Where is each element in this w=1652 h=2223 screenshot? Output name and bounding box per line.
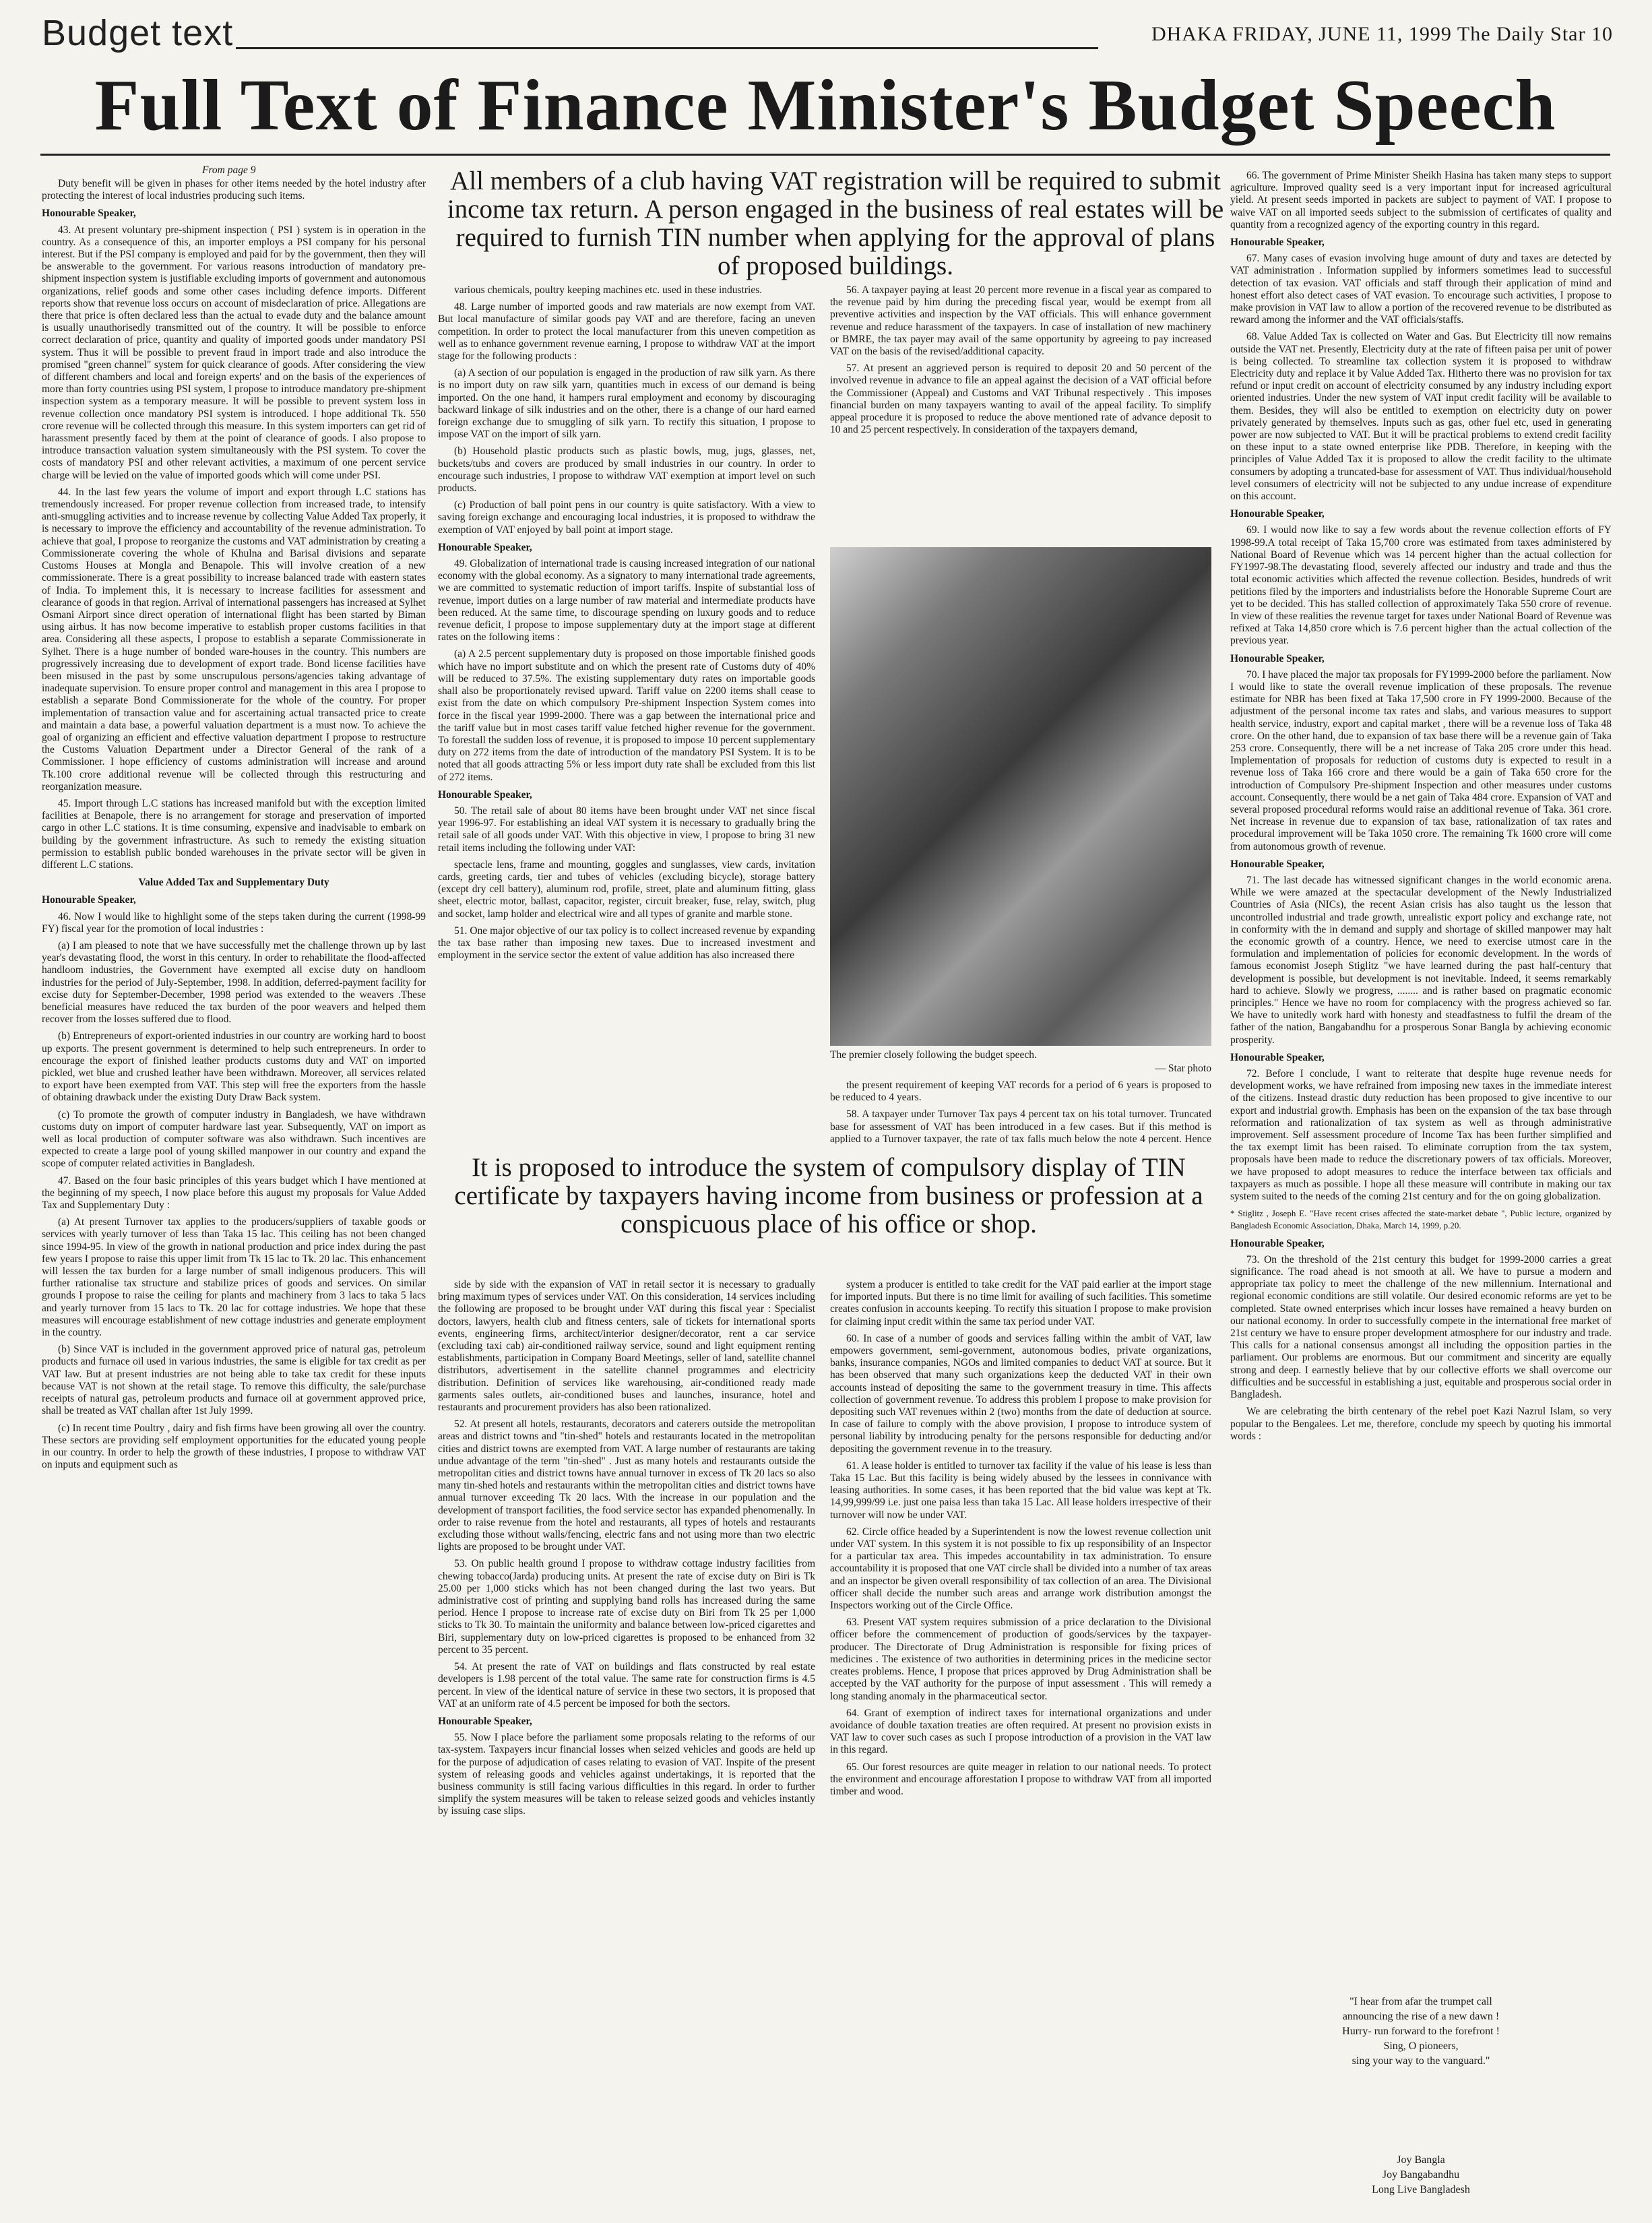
paragraph: 54. At present the rate of VAT on buildings and flats constructed by real estate developers is 1.98 percent of the total value. The same rate for construction firms is 4.5 percent. In view of the identical nature of service in these two sectors, it is proposed that VAT at an uniform rate of 4.5 percent be imposed for both the sectors. (438, 1661, 815, 1710)
paragraph: 64. Grant of exemption of indirect taxes for international organizations and under avoidance of double taxation treaties are often required. At present no provision exists in VAT law to cover such cases as such I propose introduction of a provision in the VAT law in this regard. (830, 1707, 1211, 1756)
column-1 (42, 178, 426, 2203)
subhead: Honourable Speaker, (438, 788, 532, 801)
paragraph: (c) Production of ball point pens in our country is quite satisfactory. With a view to saving foreign exchange and encouraging local industries, it is proposed to withdraw the exemption of VAT enjoyed by ball point at import stage. (438, 499, 815, 536)
paragraph: (c) To promote the growth of computer industry in Bangladesh, we have withdrawn customs duty on import of computer hardware last year. Subsequently, VAT on import as well as local production of computer software was also withdrawn. Such incentives are expected to create a large pool of young skilled manpower in our country and expand the scope of computer related activities in Bangladesh. (42, 1108, 426, 1170)
paragraph: the present requirement of keeping VAT records for a period of 6 years is proposed to be reduced to 4 years. (830, 1079, 1211, 1104)
paragraph: (b) Entrepreneurs of export-oriented industries in our country are working hard to boost up exports. The present government is determined to help such entrepreneurs. In order to encourage the export of finished leather products customs duty and VAT on imported pickled, wet blue and crushed leather have been withdrawn. Moreover, all services related to export have been exempted from VAT. This step will free the exporters from the hassle of obtaining drawback under the existing Duty Draw Back system. (42, 1030, 426, 1104)
kicker-rule (236, 47, 1098, 49)
photo-credit: — Star photo (1155, 1063, 1211, 1074)
paragraph: 57. At present an aggrieved person is required to deposit 20 and 50 percent of the involved revenue in advance to file an appeal against the decision of a VAT official before the Commissioner (Appeal) and Customs and VAT Tribunal respectively . This imposes financial burden on many taxpayers wanting to avail of the appeal facility. To simplify appeal procedure it is proposed to reduce the above mentioned rate of advance deposit to 10 and 25 percent respectively. In consideration of the taxpayers demand, (830, 363, 1211, 436)
dateline: DHAKA FRIDAY, JUNE 11, 1999 The Daily Star 10 (1151, 23, 1613, 45)
paragraph: 65. Our forest resources are quite meager in relation to our national needs. To protect the environment and encourage afforestation I propose to withdraw VAT from all imported timber and wood. (830, 1761, 1211, 1797)
column-2-lower (438, 1279, 815, 2202)
poem-line: "I hear from afar the trumpet call (1349, 1996, 1492, 2007)
paragraph: (a) At present Turnover tax applies to the producers/suppliers of taxable goods or services with yearly turnover of less than Taka 15 lac. This ceiling has not been changed since 1994-95. In view of the growth in national production and price index during the past few years I propose to raise this upper limit from Tk 15 lac to Tk. 20 lac. This enhancement will lessen the tax burden for a large number of small indigenous producers. This will further rationalise tax structure and stabilize prices of goods and services. On similar grounds I propose to raise the ceiling for plants and machinery from 3 lacs to taka 5 lacs and yearly turnover from 15 lacs to Tk. 20 lac for cottage industries. We hope that these measures will encourage establishment of new cottage industries and generate employment in the country. (42, 1216, 426, 1339)
paragraph: 61. A lease holder is entitled to turnover tax facility if the value of his lease is less than Taka 15 Lac. But this facility is being widely abused by the lessees in connivance with leasing authorities. In some cases, it has been reported that the bid value was kept at Tk. 14,99,999/99 i.e. just one paisa less than taka 15 Lac. All lease holders irrespective of their turnover will now be under VAT. (830, 1460, 1211, 1521)
subhead: Honourable Speaker, (42, 208, 136, 220)
photo-caption: The premier closely following the budget speech. (830, 1049, 1037, 1061)
headline-rule (40, 154, 1610, 156)
paragraph: system a producer is entitled to take credit for the VAT paid earlier at the import stage for imported inputs. But there is no time limit for availing of such facilities. This sometime creates confusion in accounts keeping. To rectify this situation I propose to make provision for claiming input credit within the same tax period under VAT. (830, 1279, 1211, 1327)
closing-line: Joy Bangabandhu (1382, 2169, 1460, 2181)
paragraph: (a) I am pleased to note that we have successfully met the challenge thrown up by last year's devastating flood, the worst in this century. In order to rehabilitate the flood-affected handloom industries, the Government have exempted all excise duty on handloom industries for the period of July-September, 1998. In addition, deferred-payment facility for excise duty for September-December, 1998 period was extended to the weavers .These beneficial measures have reduced the tax burden of the poor weavers and helped them recover from the losses suffered due to flood. (42, 939, 426, 1026)
column-4 (1230, 170, 1612, 1982)
column-3-lower (830, 1279, 1211, 2202)
paragraph: 51. One major objective of our tax policy is to collect increased revenue by expanding the tax base rather than imposing new taxes. Due to increased investment and employment in the service sector the extent of value addition has also increased there (438, 925, 815, 962)
subhead: Honourable Speaker, (1230, 1237, 1325, 1249)
poem-line: Sing, O pioneers, (1383, 2040, 1459, 2052)
paragraph: 48. Large number of imported goods and raw materials are now exempt from VAT. But local manufacture of similar goods pay VAT and are therefore, facing an uneven competition. In order to protect the local manufacturer from this uneven competition as well as to enhance government revenue earning, I propose to withdraw VAT at the import stage for the following products : (438, 301, 815, 363)
section-kicker: Budget text (42, 13, 234, 53)
paragraph: 58. A taxpayer under Turnover Tax pays 4 percent tax on his total turnover. Truncated base for assessment of VAT has been introduced in a few cases. But if this method is applied to a Turnover taxpayer, the rate of tax falls much below the note 4 percent. Hence (830, 1108, 1211, 1144)
subhead: Honourable Speaker, (1230, 508, 1325, 520)
closing-lines (1230, 2153, 1612, 2197)
poem-line: sing your way to the vanguard." (1352, 2055, 1490, 2067)
subhead: Honourable Speaker, (1230, 237, 1325, 249)
paragraph: Duty benefit will be given in phases for other items needed by the hotel industry after protecting the interest of local industries producing such items. (42, 178, 426, 202)
subhead: Honourable Speaker, (438, 541, 532, 553)
paragraph: 53. On public health ground I propose to withdraw cottage industry facilities from chewing tobacco(Jarda) producing units. At present the rate of excise duty on Biri is Tk 25.00 per 1,000 sticks which has not been changed during the last two years. But administrative cost of printing and supplying band rolls has increased during the same period. Hence I propose to increase rate of excise duty on Biri from Tk 25 per 1,000 sticks to Tk 30. To maintain the uniformity and balance between low-priced cigarettes and Biri, supplementary duty on low-priced cigarettes is proposed to be enhanced from 32 percent to 35 percent. (438, 1558, 815, 1656)
paragraph: (c) In recent time Poultry , dairy and fish firms have been growing all over the country. These sectors are providing self employment opportunities for the educated young people in our country. In order to help the growth of these industries, I propose to withdraw VAT on inputs and equipment such as (42, 1422, 426, 1471)
premier-photo (830, 547, 1211, 1046)
subhead: Honourable Speaker, (1230, 652, 1325, 664)
paragraph: 73. On the threshold of the 21st century this budget for 1999-2000 carries a great significance. The road ahead is not smooth at all. We have to pursue a modern and appropriate tax policy to meet the challenge of the new millennium. International and regional economic conditions are still volatile. Our desired economic reforms are yet to be completed. State owned enterprises which incur losses have remained a heavy burden on our national economy. In order to successfully compete in the international free market of 21st century we have to ensure proper development atmosphere for our industry and trade. This calls for a national consensus amongst all including the opposition parties in the parliament. Our problems are enormous. But our commitment and sincerity are equally strong and deep. I earnestly believe that by our collective efforts we shall overcome our difficulties and be successful in establishing a just, equitable and prosperous social order in Bangladesh. (1230, 1253, 1612, 1401)
section-subhead: Value Added Tax and Supplementary Duty (138, 877, 329, 889)
paragraph: 55. Now I place before the parliament some proposals relating to the reforms of our tax-system. Taxpayers incur financial losses when seized vehicles and goods are held up for the purpose of adjudication of cases relating to evasion of VAT. Inspite of the present system of releasing goods and vehicles against undertakings, it is reported that the business community is still facing various difficulties in this regard. In order to further simplify the system measures will be taken to release seized goods and vehicles instantly by issuing case slips. (438, 1732, 815, 1817)
paragraph: 49. Globalization of international trade is causing increased integration of our national economy with the global economy. As a signatory to many international trade agreements, we are committed to systematic reduction of import tariffs. Inspite of substantial loss of revenue, import duties on a large number of raw material and intermediate products have been reduced. At the same time, to discourage spending on luxury goods and to reduce revenue deficit, I propose to impose supplementary duty at the import stage at different rates on the following items : (438, 558, 815, 644)
paragraph: 56. A taxpayer paying at least 20 percent more revenue in a fiscal year as compared to the revenue paid by him during the preceding fiscal year, would be exempt from all preventive activities and inspection by the VAT officials. This will enhance government revenue and reduce harassment of the taxpayers. In case of installation of new machinery or BMRE, the tax payer may avail of the same opportunity by agreeing to pay increased VAT on the basis of the revised/additional capacity. (830, 284, 1211, 358)
column-2-upper (438, 284, 815, 1140)
footnote: * Stiglitz , Joseph E. "Have recent crises affected the state-market debate ", Public lecture, organized by Bangladesh Economic Association, Dhaka, March 14, 1999, p.20. (1230, 1208, 1612, 1231)
paragraph: 62. Circle office headed by a Superintendent is now the lowest revenue collection unit under VAT system. In this system it is not possible to fix up responsibility of an Inspector for a particular tax area. This impedes accountability in tax administration. To ensure accountability it is proposed that one VAT circle shall be divided into a number of tax areas and an inspector be given overall responsibility of tax collection of an area. The Divisional officer shall decide the number such areas and arrange work distribution amongst the Inspectors working out of the Circle Office. (830, 1526, 1211, 1612)
paragraph: spectacle lens, frame and mounting, goggles and sunglasses, view cards, invitation cards, greeting cards, tier and tubes of vehicles (excluding bicycle), storage battery (except dry cell battery), aluminum rod, profile, street, plate and aluminum fitting, glass sheet, electric motor, ballast, capacitor, register, circuit breaker, fuse, relay, switch, plug and socket, lamp holder and electrical wire and all types of granite and marble stone. (438, 858, 815, 920)
paragraph: various chemicals, poultry keeping machines etc. used in these industries. (454, 284, 763, 296)
paragraph: 72. Before I conclude, I want to reiterate that despite huge revenue needs for development works, we have refrained from imposing new taxes in the immediate interest of the citizens. Instead drastic duty reduction has been proposed to give incentive to our export and industrial growth. Emphasis has been on the expansion of the tax base through reformation and rationalization of tax system as well as through administrative improvement. Self assessment procedure of Income Tax has been further simplified and the tax exempt limit has been raised. To eliminate corruption from the tax system, proposals have been made to reduce the discretionary powers of tax officials. Moreover, we have proposed to adopt measures to reduce the interface between tax officials and taxpayers as much as possible. I hope all these measure will contribute in making our tax system suited to the needs of the coming 21st century and for the on going globalization. (1230, 1068, 1612, 1203)
subhead: Honourable Speaker, (1230, 1051, 1325, 1063)
poem-line: announcing the rise of a new dawn ! (1342, 2011, 1500, 2022)
column-3-upper (830, 284, 1211, 544)
pull-quote-middle: It is proposed to introduce the system of compulsory display of TIN certificate by taxpayers having income from business or profession at a conspicuous place of his office or shop. (454, 1153, 1203, 1239)
paragraph: side by side with the expansion of VAT in retail sector it is necessary to gradually bring maximum types of services under VAT. On this consideration, 14 services including the following are proposed to be brought under VAT during this fiscal year : Specialist doctors, lawyers, health club and fitness centers, sale of tickets for international sports events, engineering firms, architect/interior designer/decorator, rent a car service (excluding taxi cab) air-conditioned railway service, sound and light equipment renting establishments, participation in Company Board Meetings, seller of land, satellite channel distributors, advertisement in the satellite channel programmes and electricity distribution. Definition of services like warehousing, air-conditioned ready made garments sales outlets, air-conditioned buses and launches, insurance, hotel and restaurants and procurement providers has also been rationalized. (438, 1279, 815, 1414)
paragraph: 46. Now I would like to highlight some of the steps taken during the current (1998-99 FY) fiscal year for the promotion of local industries : (42, 910, 426, 935)
paragraph: 69. I would now like to say a few words about the revenue collection efforts of FY 1998-99.A total receipt of Taka 15,700 crore was estimated from taxes administered by National Board of Revenue which was 14 percent higher than the actual collection for FY1997-98.The devastating flood, severely affected our industry and trade and thus the total economic activities which affected the revenue collection. Besides, hundreds of writ petitions filed by the importers and industrialists before the Honorable Supreme Court are yet to be decided. This has stalled collection of approximately Taka 550 crore of revenue. In view of these realities the revenue target for taxes under National Board of Revenue was refixed at Taka 14,850 crore which is 7.6 percent higher than the actual collection of the previous year. (1230, 524, 1612, 647)
pull-quote-top: All members of a club having VAT registration will be required to submit income tax return. A person engaged in the business of real estates will be required to furnish TIN number when applying for the approval of plans of proposed buildings. (447, 166, 1224, 280)
column-3-middle (830, 1079, 1211, 1144)
paragraph: 71. The last decade has witnessed significant changes in the world economic arena. While we were amazed at the spectacular development of the Newly Industrialized Countries of Asia (NICs), the recent Asian crisis has also taught us the lesson that uncontrolled industrial and trade growth, unrealistic export policy and exchange rate, not in conformity with the in demand and supply and shortage of skilled manpower may halt the economic growth of a country. Hence, we need to exercise utmost care in the formulation and implementation of policies for economic development. In the words of famous economist Joseph Stiglitz "we have learned during the past half-century that development is possible, but development is not inevitable. Indeed, it seems remarkably hard to achieve. Slowly we progress, ........ and is rather based on pragmatic economic principles." Hence we have no room for complacency with the progress achieved so far. We have to unitedly work hard with honesty and steadfastness to fulfil the dream of the father of the nation, Bangabandhu for a prosperous Sonar Bangla by achieving economic prosperity. (1230, 874, 1612, 1046)
paragraph: 50. The retail sale of about 80 items have been brought under VAT net since fiscal year 1996-97. For establishing an ideal VAT system it is necessary to gradually bring the retail sale of all goods under VAT. With this objective in view, I propose to bring 31 new retail items including the following under VAT: (438, 805, 815, 854)
paragraph: 44. In the last few years the volume of import and export through L.C stations has tremendously increased. For proper revenue collection from increased trade, to intensify anti-smuggling activities and to increase revenue by collecting Value Added Tax properly, it is necessary to improve the efficiency and accountability of the revenue administration. To achieve that goal, I propose to reorganize the customs and VAT administration by creating a Commissionerate covering the whole of Khulna and Barisal divisions and separate Customs Houses at Mongla and Benapole. This will involve creation of a new commissionerate. There is a great possibility to increase balanced trade with eastern states of India. To implement this, it is necessary to increase facilities for assessment and clearance of goods in that region. Arrival of international passengers has increased at Sylhet Osmani Airport since direct operation of international flight has been started by Biman using airbus. It has now become imperative to establish proper customs facilities in that area. Considering all these aspects, I propose to establish a separate Commissionerate in Sylhet. There is a huge number of bonded ware-houses in the country. This numbers are progressively increasing due to development of export trade. Bond license facilities have been misused in the past by some unscrupulous persons/agencies taking advantage of inadequate supervision. To ensure proper control and management in this area I propose to establish a separate Bond Commissionerate for the whole of the country. For proper implementation of transaction value and for ascertaining actual transacted price to create and maintain a data base, a powerful valuation department is a must now. To achieve the goal of organizing an efficient and effective valuation department I propose to restructure the Customs Valuation Department under a Director General of the rank of a Commissioner. I hope efficiency of customs administration will increase and around Tk.100 crore additional revenue will be collected through this restructuring and reorganization measure. (42, 486, 426, 792)
paragraph: (b) Since VAT is included in the government approved price of natural gas, petroleum products and furnace oil used in various industries, the same is eligible for tax credit as per VAT law. But at present industries are not being able to take tax credit for these inputs because VAT is not shown at the retail stage. To remove this difficulty, the sale/purchase receipts of natural gas, petroleum products and furnace oil at government approved price, shall be treated as VAT challan after 1st July 1999. (42, 1344, 426, 1417)
paragraph: 67. Many cases of evasion involving huge amount of duty and taxes are detected by VAT administration . Information supplied by informers sometimes lead to successful detection of tax evasion. VAT officials and staff through their application of mind and honest effort also detect cases of VAT evasion. To encourage such activities, I propose to make provision in VAT law to allow a portion of the recovered revenue to be distributed as reward among the informer and the VAT officials/staffs. (1230, 253, 1612, 326)
paragraph: (a) A section of our population is engaged in the production of raw silk yarn. As there is no import duty on raw silk yarn, quantities much in excess of our demand is being imported. On the one hand, it hampers rural employment and economy by discouraging backward linkage of silk industries and on the other, there is a change of our hard earned foreign exchange due to smuggling of silk yarn. To rectify this situation, I propose to impose VAT on the import of silk yarn. (438, 367, 815, 441)
closing-line: Joy Bangla (1397, 2154, 1445, 2166)
paragraph: 68. Value Added Tax is collected on Water and Gas. But Electricity till now remains outside the VAT net. Presently, Electricity duty at the rate of fifteen paisa per unit of power is being collected. To streamline tax collection system it is proposed to withdraw Electricity duty and replace it by Value Added Tax. Hitherto there was no provision for tax refund or input credit on account of electricity consumed by any industry including export oriented industries. Under the new system of VAT input credit facility will be available to them. Besides, they will also be entitled to exemption on electricity duty on power privately generated by themselves. Inputs such as gas, other fuel etc, used in generating power are now subjected to VAT. But it will be practical problems to extend credit facility on these input to a state owned enterprise like PDB. Therefore, in keeping with the principles of Value Added Tax it is proposed to allow the credit facility to the ultimate consumers by adopting a truncated-base for assessment of VAT. Thus individual/household level consumers of electricity will not be subjected to any undue increase of expenditure on this account. (1230, 331, 1612, 503)
poem-line: Hurry- run forward to the forefront ! (1342, 2026, 1500, 2037)
subhead: Honourable Speaker, (438, 1715, 532, 1727)
paragraph: (a) A 2.5 percent supplementary duty is proposed on those importable finished goods which have no import substitute and on which the present rate of Customs duty of 40% will be reduced to 37.5%. The existing supplementary duty rates on importable goods shall also be proportionately revised upward. Tariff value on 2200 items shall cease to exist from the date on which compulsory Pre-shipment Inspection System comes into force in the fiscal year 1999-2000. There was a gap between the international price and the tariff value but in most cases tariff value fetched higher revenue for the government. To forestall the sudden loss of revenue, it is proposed to impose 10 percent supplementary duty on 272 items from the date of introduction of the mandatory PSI System. It is to be noted that all goods attracting 5% or less import duty rate shall be excluded from this list of 272 items. (438, 648, 815, 783)
paragraph: 47. Based on the four basic principles of this years budget which I have mentioned at the beginning of my speech, I now place before this august my proposals for Value Added Tax and Supplementary Duty : (42, 1175, 426, 1212)
paragraph: We are celebrating the birth centenary of the rebel poet Kazi Nazrul Islam, so very popular to the Bengalees. Let me, therefore, conclude my speech by quoting his immortal words : (1230, 1406, 1612, 1442)
subhead: Honourable Speaker, (1230, 858, 1325, 870)
paragraph: 66. The government of Prime Minister Sheikh Hasina has taken many steps to support agriculture. Improved quality seed is a very important input for increased agricultural yield. At present seeds imported in packets are subject to payment of VAT. I propose to waive VAT on all imported seeds subject to the submission of certificates of quality and quantity from a recognized agency of the exporting country in this regard. (1230, 170, 1612, 230)
paragraph: (b) Household plastic products such as plastic bowls, mug, jugs, glasses, net, buckets/tubs and covers are produced by small industries in our country. In order to encourage such industries, I propose to withdraw VAT exemption at import level on such products. (438, 445, 815, 495)
continued-from: From page 9 (202, 164, 256, 176)
page-title: Full Text of Finance Minister's Budget Speech (94, 65, 1556, 146)
paragraph: 63. Present VAT system requires submission of a price declaration to the Divisional officer before the commencement of production of goods/services by the taxpayer-producer. The Directorate of Drug Administration is responsible for fixing prices of medicines . The existence of two authorities in determining prices in the medicine sector creates problems. Hence, I propose that prices approved by Drug Administration shall be accepted by the VAT authority for the purpose of input assessment . This will remedy a long standing anomaly in the pharmaceutical sector. (830, 1617, 1211, 1702)
nazrul-poem (1230, 1995, 1612, 2069)
paragraph: 45. Import through L.C stations has increased manifold but with the exception limited facilities at Benapole, there is no arrangement for storage and preservation of imported cargo in other L.C stations. It is time consuming, expensive and inadvisable to embark on building by the government infrastructure. As such to remedy the existing situation permission to establish public bonded warehouses in the private sector will be given in different L.C stations. (42, 797, 426, 871)
paragraph: 60. In case of a number of goods and services falling within the ambit of VAT, law empowers government, semi-government, autonomous bodies, private organizations, banks, insurance companies, NGOs and limited companies to deduct VAT at source. But it has been observed that many such organizations keep the deducted VAT in their own accounts instead of depositing the same to the government treasury in time. This affects collection of government revenue. To address this problem I propose to make provision for depositing such VAT revenues within 2 (two) months from the date of deduction at source. In case of failure to comply with the above provision, I propose to introduce system of personal liability by introducing penalty for the persons responsible for deducting and/or depositing the government revenue in to the treasury. (830, 1332, 1211, 1455)
paragraph: 70. I have placed the major tax proposals for FY1999-2000 before the parliament. Now I would like to state the overall revenue implication of these proposals. The revenue estimate for NBR has been fixed at Taka 17,500 crore in FY 1999-2000. Because of the adjustment of the personal income tax rates and slabs, and various measures to support health service, industry, export and capital market , there will be a revenue loss of Taka 48 crore. On the other hand, due to expansion of tax base there will be a revenue gain of Taka 253 crore. Consequently, there will be a net increase of Taka 205 crore under this head. Implementation of proposals for reduction of customs duty is expected to result in a revenue loss of Taka 166 crore and there would be a gain of Taka 650 crore for the introduction of Compulsory Pre-shipment Inspection and other measures under customs account. Consequently, there would be a net gain of Taka 484 crore. Expansion of VAT and several proposed procedural reforms would raise an additional revenue of Taka. 361 crore. Net increase in revenue due to expansion of tax base, rationalization of tax rates and procedural improvement will be Taka 1050 crore. The remaining Tk 1600 crore will come from autonomous growth of revenue. (1230, 668, 1612, 852)
paragraph: 52. At present all hotels, restaurants, decorators and caterers outside the metropolitan areas and district towns and "tin-shed" hotels and restaurants located in the metropolitan cities and district towns are exempted from VAT. A large number of restaurants are taking undue advantage of the term "tin-shed" . Just as many hotels and restaurants outside the metropolitan cities and district towns have annual turnover in excess of Tk 20 lacs so also many tin-shed hotels and restaurants within the metropolitan cities and district towns have annual turnover exceeding Tk 20 lacs. With the increase in our population and the development of transport facilities, the food service sector has expanded phenomenally. In order to raise revenue from the hotel and restaurants, all types of hotels and restaurants excluding those without walls/fencing, electric fans and not using more than two electric lights are proposed to be brought under VAT. (438, 1418, 815, 1553)
paragraph: 43. At present voluntary pre-shipment inspection ( PSI ) system is in operation in the country. As a consequence of this, an importer employs a PSI company for his personal interest. But if the PSI company is employed and paid for by the government, then they will be answerable to the government. For various reasons introduction of mandatory pre-shipment inspection system is justifiable excluding imports of government and autonomous organizations, relief goods and some other cases including defence imports. Different reports show that revenue loss occurs on account of misdeclaration of price. Allegations are there that price is often declared less than the actual to evade duty and the balance amount is usually unauthorisedly transmitted out of the country. It will be possible to enforce correct declaration of price, quantity and quality of imported goods under mandatory PSI system. Thus it will be possible to prevent fraud in import trade and also introduce the promised "green channel" system for quick clearance of goods. After considering the view of different chambers and local and foreign experts' and on the basis of the experiences of more than forty countries using PSI system, I propose to introduce mandatory pre-shipment inspection system as a temporary measure. It will be possible to prevent system loss in revenue collection once mandatory PSI system is introduced. I hope additional Tk. 550 crore revenue will be collected through this measure. In this system importers can get rid of harassment presently faced by them at the point of clearance of goods. I also propose to introduce transaction valuation system simultaneously with the PSI system. To cover the costs of mandatory PSI and other relevant activities, a maximum of one percent service charge will be levied on the value of imported goods which will come under PSI. (42, 224, 426, 481)
closing-line: Long Live Bangladesh (1372, 2184, 1470, 2195)
subhead: Honourable Speaker, (42, 894, 136, 906)
